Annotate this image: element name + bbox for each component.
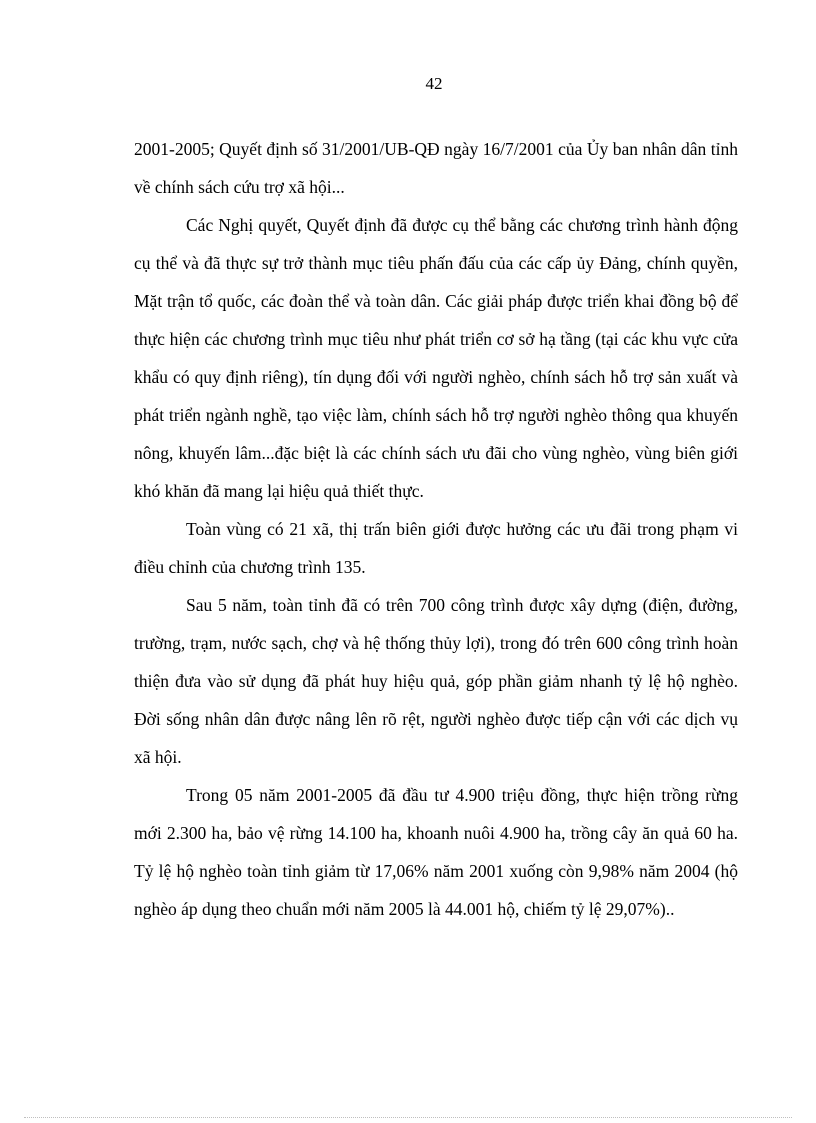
paragraph-investment: Trong 05 năm 2001-2005 đã đầu tư 4.900 triệu đồng, thực hiện trồng rừng mới 2.300 ha, bảo vệ rừng 14.100 ha, khoanh nuôi 4.900 ha, trồng cây ăn quả 60 ha. Tỷ lệ hộ nghèo toàn tỉnh giảm từ 17,06% năm 2001 xuống còn 9,98% năm 2004 (hộ nghèo áp dụng theo chuẩn mới năm 2005 là 44.001 hộ, chiếm tỷ lệ 29,07%).. bbox=[134, 785, 738, 919]
paragraph-border-communes: Toàn vùng có 21 xã, thị trấn biên giới được hưởng các ưu đãi trong phạm vi điều chỉnh của chương trình 135. bbox=[134, 519, 738, 577]
paragraph-construction: Sau 5 năm, toàn tỉnh đã có trên 700 công trình được xây dựng (điện, đường, trường, trạm, nước sạch, chợ và hệ thống thủy lợi), trong đó trên 600 công trình hoàn thiện đưa vào sử dụng đã phát huy hiệu quả, góp phần giảm nhanh tỷ lệ hộ nghèo. Đời sống nhân dân được nâng lên rõ rệt, người nghèo được tiếp cận với các dịch vụ xã hội. bbox=[134, 595, 738, 767]
footer-dotted-rule bbox=[24, 1117, 792, 1118]
paragraph-resolutions: Các Nghị quyết, Quyết định đã được cụ thể bằng các chương trình hành động cụ thể và đã thực sự trở thành mục tiêu phấn đấu của các cấp ủy Đảng, chính quyền, Mặt trận tổ quốc, các đoàn thể và toàn dân. Các giải pháp được triển khai đồng bộ để thực hiện các chương trình mục tiêu như phát triển cơ sở hạ tầng (tại các khu vực cửa khẩu có quy định riêng), tín dụng đối với người nghèo, chính sách hỗ trợ sản xuất và phát triển ngành nghề, tạo việc làm, chính sách hỗ trợ người nghèo thông qua khuyến nông, khuyến lâm...đặc biệt là các chính sách ưu đãi cho vùng nghèo, vùng biên giới khó khăn đã mang lại hiệu quả thiết thực. bbox=[134, 215, 738, 501]
paragraph-continuation: 2001-2005; Quyết định số 31/2001/UB-QĐ ngày 16/7/2001 của Ủy ban nhân dân tỉnh về chính sách cứu trợ xã hội... bbox=[134, 139, 738, 197]
body-text bbox=[134, 130, 738, 928]
page-number: 42 bbox=[425, 74, 443, 93]
